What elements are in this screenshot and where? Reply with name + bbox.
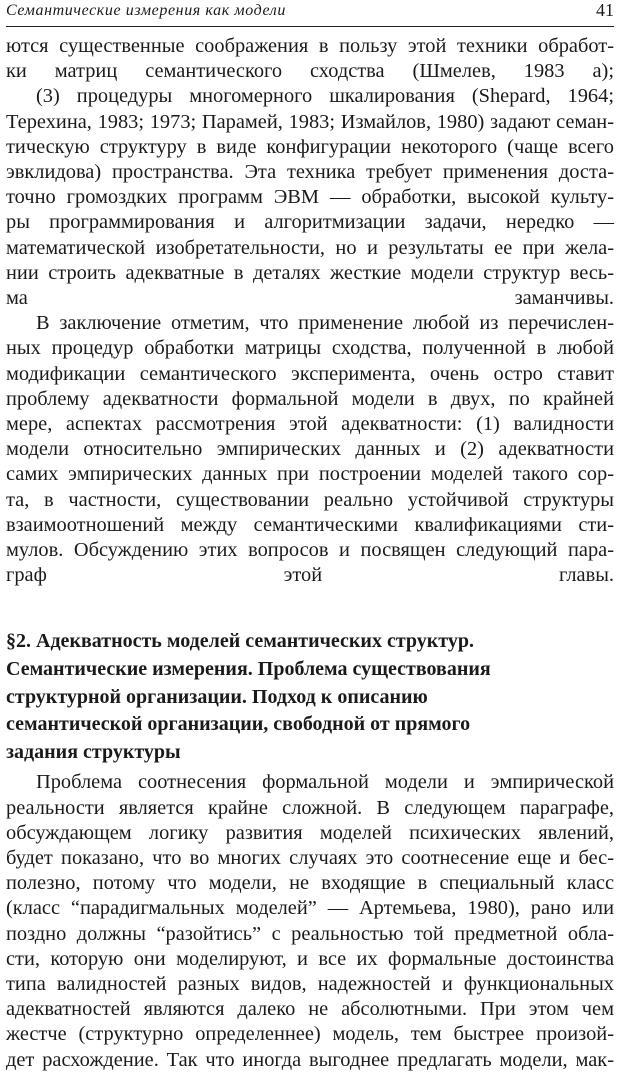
heading-line: задания структуры <box>6 740 181 763</box>
text-line: Терехина, 1983; 1973; Парамей, 1983; Измайлов, 1980) задают семан- <box>6 110 614 133</box>
heading-line: структурной организации. Подход к описанию <box>6 685 428 708</box>
text-line: эвклидова) пространства. Эта техника требует применения доста- <box>6 161 614 184</box>
text-line: ных процедур обработки матрицы сходства, полученной в любой <box>6 337 614 360</box>
text-line: ма заманчивы. <box>6 287 614 310</box>
text-line: будет показано, что во многих случаях это соотнесение еще и бес- <box>6 847 614 870</box>
text-line: модификации семантического эксперимента, очень остро ставит <box>6 362 614 385</box>
running-title: Семантические измерения как модели <box>6 2 286 19</box>
paragraph-2 <box>6 84 614 311</box>
heading-line: семантической организации, свободной от прямого <box>6 713 471 736</box>
page-body <box>6 34 614 1073</box>
text-line: граф этой главы. <box>6 564 614 587</box>
text-line: Проблема соотнесения формальной модели и эмпирической <box>36 771 614 794</box>
paragraph-4 <box>6 770 614 1072</box>
text-line: проблему адекватности формальной модели в двух, по крайней <box>6 387 614 410</box>
text-line: ры программирования и алгоритмизации задачи, нередко — <box>6 211 614 234</box>
text-line: нии строить адекватные в деталях жесткие модели структур весь- <box>6 261 614 284</box>
text-line: тическую структуру в виде конфигурации некоторого (чаще всего <box>6 135 614 158</box>
text-line: поздно должны “разойтись” с реальностью той предметной обла- <box>6 922 614 945</box>
text-line: ки матриц семантического сходства (Шмелев, 1983 а); <box>6 60 614 83</box>
text-line: точно громоздких программ ЭВМ — обработки, высокой культу- <box>6 186 614 209</box>
text-line: математической изобретательности, но и результаты ее при жела- <box>6 236 614 259</box>
text-line: та, в частности, существовании реально устойчивой структуры <box>6 488 614 511</box>
text-line: самих эмпирических данных при построении моделей такого сор- <box>6 463 614 486</box>
heading-line: §2. Адекватность моделей семантических структур. <box>6 630 474 653</box>
text-line: (3) процедуры многомерного шкалирования (Shepard, 1964; <box>36 85 614 108</box>
text-line: сти, которую они моделируют, и все их формальные достоинства <box>6 947 614 970</box>
text-line: модели относительно эмпирических данных и (2) адекватности <box>6 438 614 461</box>
text-line: ются существенные соображения в пользу этой техники обработ- <box>6 35 614 57</box>
text-line: взаимоотношений между семантическими квалификациями сти- <box>6 513 614 536</box>
text-line: полезно, потому что модели, не входящие в специальный класс <box>6 872 614 895</box>
page-number: 41 <box>596 0 614 20</box>
text-line: дет расхождение. Так что иногда выгоднее предлагать модели, мак- <box>6 1048 614 1071</box>
text-line: мере, аспектах рассмотрения этой адекватности: (1) валидности <box>6 413 614 436</box>
section-heading <box>6 628 614 766</box>
heading-line: Семантические измерения. Проблема существования <box>6 658 491 681</box>
text-line: обсуждающем логику развития моделей психических явлений, <box>6 821 614 844</box>
text-line: адекватностей являются далеко не абсолютными. При этом чем <box>6 998 614 1021</box>
text-line: типа валидностей разных видов, надежностей и функциональных <box>6 973 614 996</box>
text-line: жестче (структурно определеннее) модель, тем быстрее произой- <box>6 1023 614 1046</box>
page-header <box>6 0 614 27</box>
text-line: реальности является крайне сложной. В следующем параграфе, <box>6 796 614 819</box>
text-line: (класс “парадигмальных моделей” — Артемьева, 1980), рано или <box>6 897 614 920</box>
paragraph-3 <box>6 311 614 588</box>
paragraph-1 <box>6 34 614 84</box>
text-line: В заключение отметим, что применение любой из перечислен- <box>36 312 614 335</box>
text-line: мулов. Обсуждению этих вопросов и посвящен следующий пара- <box>6 539 614 562</box>
